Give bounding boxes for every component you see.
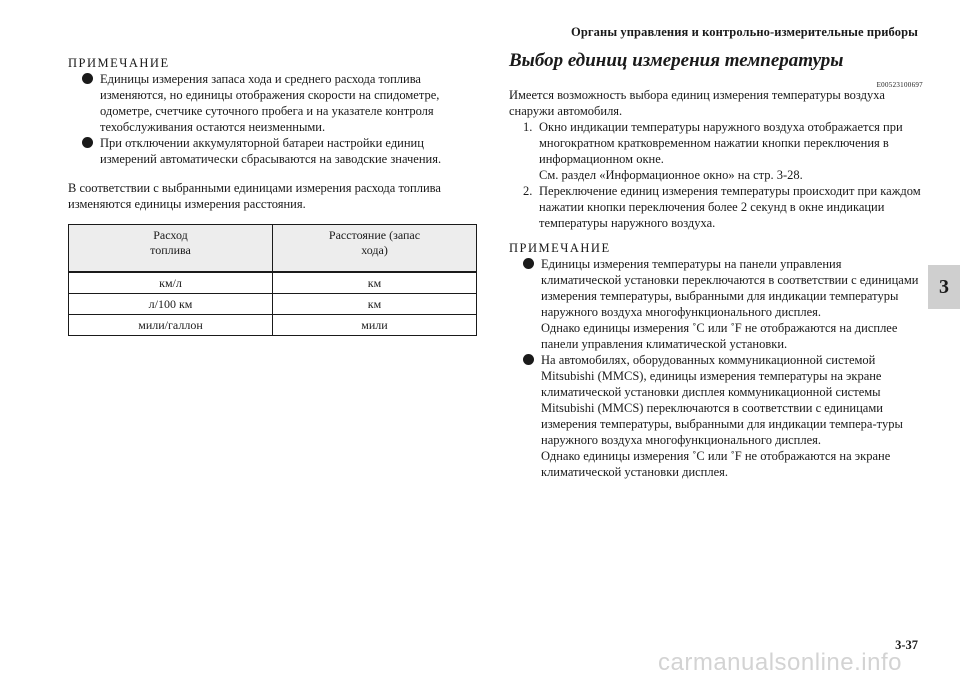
step-item xyxy=(509,183,923,231)
step-reference: См. раздел «Информационное окно» на стр. 3-28. xyxy=(539,168,803,182)
step-item xyxy=(509,119,923,183)
note-bullet xyxy=(509,352,923,480)
page-number: 3-37 xyxy=(895,638,918,652)
table-cell: км/л xyxy=(69,272,273,294)
note-bullet-text: Единицы измерения температуры на панели управления климатической установки переключаются в соответствии с единицами измерения температуры, выбранными для индикации температуры наружного воздуха многофункционального дисплея. xyxy=(541,257,919,319)
step-text: Окно индикации температуры наружного воздуха отображается при многократном кратковременном нажатии кнопки переключения в информационном окне. xyxy=(539,120,903,166)
note-bullet-text: На автомобилях, оборудованных коммуникационной системой Mitsubishi (MMCS), единицы измерения температуры на экране климатической установки дисплея коммуникационной системы Mitsubishi (MMCS) переключаются в соответствии с единицами измерения температуры, выбранными для индикации темпера-туры наружного воздуха многофункционального дисплея. xyxy=(541,353,903,447)
step-number: 1. xyxy=(523,120,533,134)
table-header-distance: Расстояние (запас хода) xyxy=(273,225,477,273)
section-body xyxy=(509,87,923,231)
table-cell: км xyxy=(273,272,477,294)
note-bullet: Единицы измерения запаса хода и среднего расхода топлива изменяются, но единицы отображения скорости на спидометре, одометре, счетчике суточного пробега и на указателе контроля техобслуживания остаются неизменными. xyxy=(68,71,478,135)
table-row xyxy=(69,272,477,294)
page-header-title: Органы управления и контрольно-измерительные приборы xyxy=(571,25,918,39)
right-note xyxy=(509,240,923,480)
note-bullet: При отключении аккумуляторной батареи настройки единиц измерений автоматически сбрасываются на заводские значения. xyxy=(68,135,478,167)
table-row xyxy=(69,315,477,336)
left-paragraph: В соответствии с выбранными единицами измерения расхода топлива изменяются единицы измерения расстояния. xyxy=(68,181,441,211)
table-row xyxy=(69,294,477,315)
note-bullet-extra: Однако единицы измерения ˚C или ˚F не отображаются на экране климатической установки дисплея. xyxy=(541,449,891,479)
note-title: ПРИМЕЧАНИЕ xyxy=(68,56,170,70)
table-header-fuel: Расход топлива xyxy=(69,225,273,273)
table-header-row xyxy=(69,225,477,273)
units-table xyxy=(68,224,477,336)
table-cell: км xyxy=(273,294,477,315)
table-cell: мили xyxy=(273,315,477,336)
note-bullet xyxy=(509,256,923,352)
section-code: E00523100697 xyxy=(876,81,923,89)
section-heading xyxy=(509,50,923,89)
note-title: ПРИМЕЧАНИЕ xyxy=(509,241,611,255)
watermark: carmanualsonline.info xyxy=(658,649,902,676)
chapter-tab: 3 xyxy=(928,265,960,309)
step-number: 2. xyxy=(523,184,533,198)
note-bullet-extra: Однако единицы измерения ˚C или ˚F не отображаются на дисплее панели управления климатической установки. xyxy=(541,321,898,351)
section-intro: Имеется возможность выбора единиц измерения температуры воздуха снаружи автомобиля. xyxy=(509,88,885,118)
table-cell: мили/галлон xyxy=(69,315,273,336)
section-title: Выбор единиц измерения температуры xyxy=(509,50,844,71)
table-cell: л/100 км xyxy=(69,294,273,315)
step-text: Переключение единиц измерения температуры происходит при каждом нажатии кнопки переключения более 2 секунд в окне индикации температуры наружного воздуха. xyxy=(539,184,921,230)
left-note xyxy=(68,55,478,167)
